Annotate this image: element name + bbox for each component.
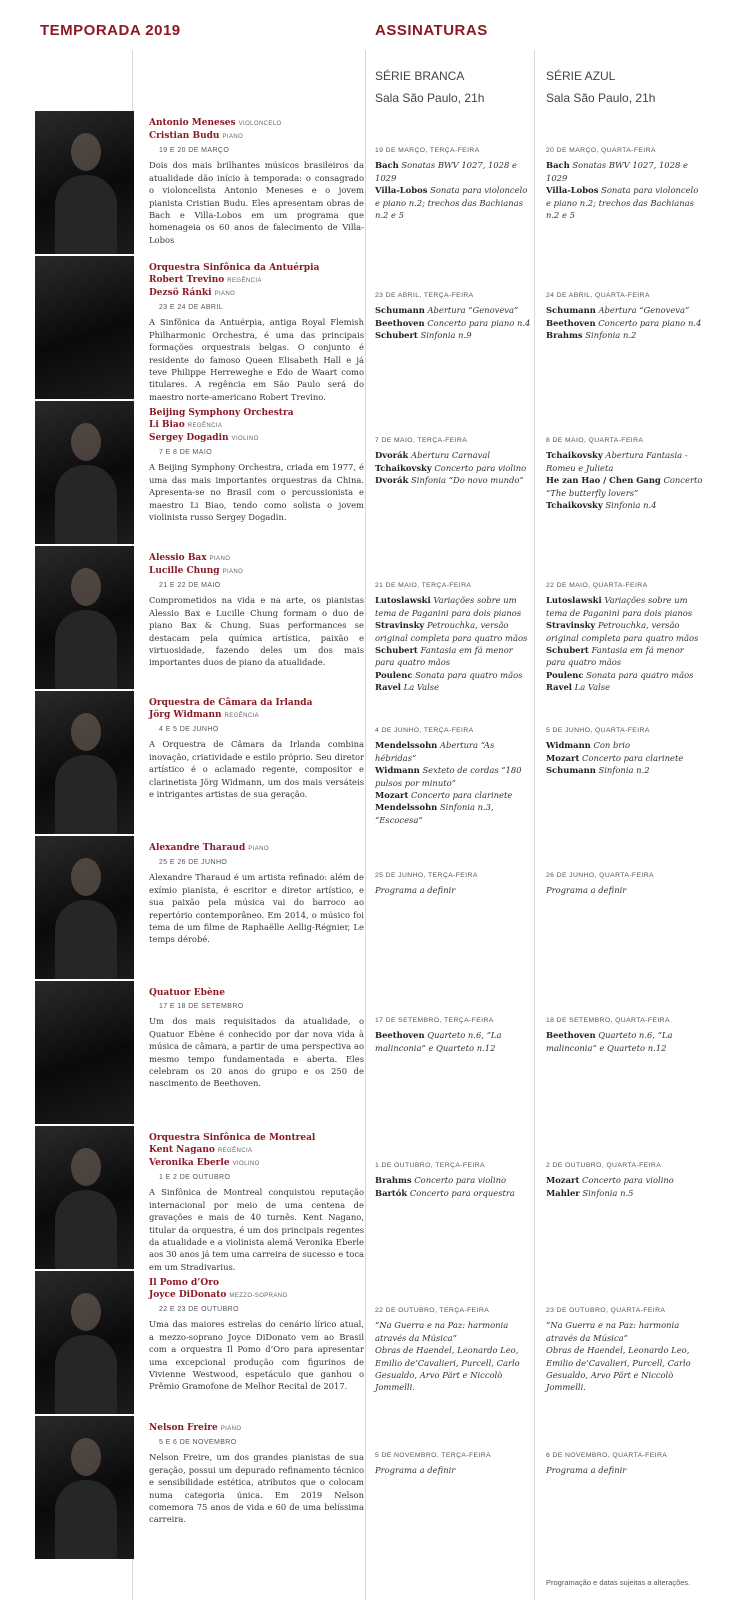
composer-name: Mendelssohn [375, 740, 438, 751]
program-line [375, 304, 533, 316]
work-title: Sonata para quatro mãos [415, 669, 523, 680]
serie-branca-program [375, 145, 533, 221]
serie-branca-program [375, 435, 533, 487]
artist-photo [35, 111, 134, 254]
work-title: Concerto para violino [434, 462, 527, 473]
composer-name: Tchaikovsky [546, 450, 603, 461]
program-line [375, 669, 533, 681]
program-date: 23 DE ABRIL, TERÇA-FEIRA [375, 292, 474, 299]
work-title: Programa a definir [546, 1465, 627, 1476]
artist-role: VIOLONCELO [238, 121, 282, 127]
composer-name: Brahms [546, 330, 583, 341]
work-title: Programa a definir [375, 1465, 456, 1476]
composer-name: Widmann [546, 740, 591, 751]
concert-row [0, 546, 741, 691]
program-date: 21 DE MAIO, TERÇA-FEIRA [375, 582, 472, 589]
serie-azul-program [546, 1305, 704, 1394]
work-title: “Na Guerra e na Paz: harmonia através da Música” [546, 1320, 680, 1343]
program-line [546, 739, 704, 751]
artist-name: Orquestra de Câmara da Irlanda [149, 698, 313, 708]
photo-body-shape [55, 465, 117, 544]
concert-dates: 22 E 23 DE OUTUBRO [159, 1306, 239, 1313]
photo-head-shape [71, 1148, 101, 1186]
photo-head-shape [71, 858, 101, 896]
program-date: 22 DE OUTUBRO, TERÇA-FEIRA [375, 1307, 490, 1314]
composer-name: Beethoven [546, 317, 596, 328]
concert-description [149, 987, 364, 1090]
artist-role: PIANO [222, 569, 244, 575]
artist-photo [35, 401, 134, 544]
concert-text: Um dos mais requisitados da atualidade, o Quatuor Ebène é conhecido por dar nova vida à música de câmara, a partir de uma perspectiva ao mesmo tempo fundamentada e aberta. Eles celebram os 20 anos do grupo e os 250 de nascimento de Beethoven. [149, 1016, 364, 1089]
composer-name: Tchaikovsky [546, 500, 603, 511]
artist-name: Veronika Eberle VIOLINO [149, 1158, 260, 1168]
artist-name: Alexandre Tharaud PIANO [149, 843, 269, 853]
composer-name: He zan Hao / Chen Gang [546, 475, 661, 486]
work-title: Sinfonia n.4 [605, 500, 657, 511]
artist-photo [35, 1416, 134, 1559]
concert-description [149, 1132, 364, 1273]
concert-description [149, 262, 364, 403]
concert-row [0, 1126, 741, 1271]
program-date: 20 DE MARÇO, QUARTA-FEIRA [546, 147, 656, 154]
work-title: Sinfonia n.9 [420, 330, 472, 341]
work-title: Variações sobre um tema de Paganini para dois pianos [546, 595, 693, 618]
artist-photo [35, 691, 134, 834]
serie-azul-program [546, 870, 704, 897]
composer-name: Mozart [546, 1175, 580, 1186]
serie-branca-venue: Sala São Paulo, 21h [375, 91, 485, 105]
artist-role: PIANO [222, 134, 244, 140]
concert-text: Uma das maiores estrelas do cenário lírico atual, a mezzo-soprano Joyce DiDonato vem ao Brasil com a orquestra Il Pomo d’Oro para apresentar uma excepcional produção com figurinos de Vivienne Westwood, espetáculo que ganhou o Prêmio Gramofone de Melhor Recital de 2017. [149, 1319, 364, 1392]
artist-name: Joyce DiDonato MEZZO-SOPRANO [149, 1290, 288, 1300]
composer-name: Poulenc [546, 669, 584, 680]
concert-text: A Sinfônica da Antuérpia, antiga Royal Flemish Philharmonic Orchestra, é uma das principais formações orquestrais belgas. O conjunto é residente do famoso Queen Elisabeth Hall e já teve Philippe Herreweghe e Edo de Waart como titulares. A regência em São Paulo será do maestro norte-americano Robert Trevino. [149, 317, 364, 402]
work-title: Sonatas BWV 1027, 1028 e 1029 [375, 160, 517, 183]
serie-azul-program [546, 1015, 704, 1054]
artist-photo [35, 1126, 134, 1269]
program-line [546, 1464, 704, 1476]
program-line [546, 884, 704, 896]
photo-head-shape [71, 423, 101, 461]
program-line [375, 1344, 533, 1394]
artist-name: Sergey Dogadin VIOLINO [149, 433, 259, 443]
artist-photo [35, 981, 134, 1124]
artist-name: Dezsö Ránki PIANO [149, 288, 236, 298]
work-title: Sonata para violoncelo e piano n.2; trechos das Bachianas n.2 e 5 [546, 185, 699, 221]
program-line [375, 801, 533, 826]
work-title: Obras de Haendel, Leonardo Leo, Emilio de’Cavalieri, Purcell, Carlo Gesualdo, Arvo Pärt e Niccolò Jommelli. [546, 1345, 691, 1393]
program-line [546, 1029, 704, 1054]
program-line [546, 752, 704, 764]
program-date: 25 DE JUNHO, TERÇA-FEIRA [375, 872, 478, 879]
concert-text: A Orquestra de Câmara da Irlanda combina inovação, criatividade e estilo próprio. Seu diretor artístico é o aclamado regente, compositor e clarinetista Jörg Widmann, um dos mais versáteis e intrigantes artistas de sua geração. [149, 739, 364, 800]
work-title: Concerto para violino [414, 1175, 507, 1186]
work-title: Sinfonia n.2 [585, 330, 637, 341]
program-line [546, 764, 704, 776]
program-date: 1 DE OUTUBRO, TERÇA-FEIRA [375, 1162, 485, 1169]
program-line [546, 644, 704, 669]
program-line [375, 1319, 533, 1344]
work-title: La Valse [574, 682, 611, 693]
program-line [546, 1187, 704, 1199]
concert-text: Nelson Freire, um dos grandes pianistas de sua geração, possui um depurado refinamento técnico e sensibilidade estética, atributos que o colocam numa categoria única. Em 2019 Nelson comemora 75 anos de vida e 60 de uma belíssima carreira. [149, 1452, 364, 1525]
photo-body-shape [55, 175, 117, 254]
composer-name: Mendelssohn [375, 802, 438, 813]
concert-description [149, 842, 364, 946]
serie-branca-program [375, 290, 533, 342]
program-date: 22 DE MAIO, QUARTA-FEIRA [546, 582, 648, 589]
concert-description [149, 117, 364, 246]
composer-name: Bach [375, 160, 399, 171]
work-title: Concerto para orquestra [409, 1187, 515, 1198]
work-title: Abertura “Genoveva” [598, 305, 690, 316]
artist-role: PIANO [214, 291, 236, 297]
program-line [375, 184, 533, 221]
serie-azul-venue: Sala São Paulo, 21h [546, 91, 656, 105]
photo-head-shape [71, 1438, 101, 1476]
composer-name: Beethoven [546, 1030, 596, 1041]
work-title: Concerto para clarinete [411, 790, 513, 801]
season-title: TEMPORADA 2019 [40, 22, 181, 39]
artist-role: PIANO [248, 846, 269, 852]
artist-role: VIOLINO [232, 1161, 260, 1167]
work-title: La Valse [403, 682, 440, 693]
serie-branca-program [375, 870, 533, 897]
program-line [375, 1174, 533, 1186]
concert-row [0, 401, 741, 546]
artist-role: PIANO [220, 1426, 242, 1432]
serie-azul-program [546, 1160, 704, 1199]
photo-body-shape [55, 1335, 117, 1414]
work-title: Programa a definir [375, 885, 456, 896]
artist-name: Beijing Symphony Orchestra [149, 408, 294, 418]
work-title: Fantasia em fá menor para quatro mãos [546, 645, 684, 668]
artist-name: Robert Trevino REGÊNCIA [149, 275, 262, 285]
serie-azul-program [546, 1450, 704, 1477]
program-line [375, 739, 533, 764]
work-title: Sinfonia n.3, “Escocesa” [375, 802, 494, 825]
artist-role: VIOLINO [231, 436, 259, 442]
work-title: Fantasia em fá menor para quatro mãos [375, 645, 513, 668]
photo-body-shape [55, 1190, 117, 1269]
work-title: Sonatas BWV 1027, 1028 e 1029 [546, 160, 688, 183]
serie-branca-header [375, 66, 484, 108]
program-line [375, 317, 533, 329]
subscriptions-title: ASSINATURAS [375, 22, 488, 39]
program-line [546, 474, 704, 499]
composer-name: Dvorák [375, 475, 409, 486]
program-line [375, 1187, 533, 1199]
composer-name: Mozart [546, 752, 580, 763]
artist-role: PIANO [209, 556, 231, 562]
program-line [546, 317, 704, 329]
program-line [546, 1174, 704, 1186]
artist-role: REGÊNCIA [217, 1148, 253, 1154]
concert-text: Dois dos mais brilhantes músicos brasileiros da atualidade dão início à temporada: o consagrado o violoncelista Antonio Meneses e o jovem pianista Cristian Budu. Eles apresentam obras de Bach e Villa-Lobos em um programa que homenageia os 60 anos de falecimento de Villa-Lobos [149, 160, 364, 245]
artist-name: Jörg Widmann REGÊNCIA [149, 710, 260, 720]
serie-branca-program [375, 1015, 533, 1054]
photo-head-shape [71, 713, 101, 751]
artist-name: Nelson Freire PIANO [149, 1423, 242, 1433]
program-line [546, 669, 704, 681]
work-title: Concerto para violino [582, 1175, 674, 1186]
composer-name: Tchaikovsky [375, 462, 432, 473]
program-line [375, 329, 533, 341]
artist-photo [35, 256, 134, 399]
composer-name: Lutoslawski [375, 595, 431, 606]
composer-name: Villa-Lobos [375, 185, 428, 196]
work-title: Petrouchka, versão original completa para quatro mãos [546, 620, 699, 643]
artist-name: Kent Nagano REGÊNCIA [149, 1145, 253, 1155]
program-date: 8 DE MAIO, QUARTA-FEIRA [546, 437, 644, 444]
work-title: Quarteto n.6, “La malinconia” e Quarteto n.12 [546, 1030, 673, 1053]
concert-dates: 5 E 6 DE NOVEMBRO [159, 1439, 237, 1446]
program-date: 7 DE MAIO, TERÇA-FEIRA [375, 437, 468, 444]
concert-description [149, 1422, 364, 1526]
composer-name: Dvorák [375, 450, 409, 461]
concert-dates: 19 E 20 DE MARÇO [159, 147, 230, 154]
work-title: Sinfonia n.2 [598, 765, 650, 776]
program-line [546, 1344, 704, 1394]
concert-dates: 23 E 24 DE ABRIL [159, 304, 223, 311]
composer-name: Ravel [375, 682, 401, 693]
serie-azul-program [546, 145, 704, 221]
program-date: 5 DE JUNHO, QUARTA-FEIRA [546, 727, 650, 734]
serie-azul-name: SÉRIE AZUL [546, 69, 616, 83]
serie-branca-program [375, 1450, 533, 1477]
photo-head-shape [71, 1293, 101, 1331]
composer-name: Schumann [546, 305, 596, 316]
program-line [546, 184, 704, 221]
artist-name: Alessio Bax PIANO [149, 553, 231, 563]
program-line [546, 449, 704, 474]
concert-dates: 21 E 22 DE MAIO [159, 582, 221, 589]
concert-row [0, 256, 741, 401]
serie-azul-program [546, 580, 704, 694]
concert-dates: 25 E 26 DE JUNHO [159, 859, 228, 866]
program-line [546, 1319, 704, 1344]
composer-name: Mahler [546, 1187, 580, 1198]
concert-text: A Sinfônica de Montreal conquistou reputação internacional por meio de uma centena de gravações e mais de 40 turnês. Kent Nagano, titular da orquestra, é um dos principais regentes da atualidade e a violinista alemã Veronika Eberle aos 30 anos já tem uma carreira de sucesso e toca em um Stradivarius. [149, 1187, 364, 1272]
program-date: 18 DE SETEMBRO, QUARTA-FEIRA [546, 1017, 670, 1024]
serie-branca-name: SÉRIE BRANCA [375, 69, 465, 83]
composer-name: Bartók [375, 1187, 408, 1198]
artist-name: Li Biao REGÊNCIA [149, 420, 223, 430]
artist-role: REGÊNCIA [224, 713, 260, 719]
concert-list [0, 111, 741, 1561]
program-line [375, 1029, 533, 1054]
work-title: Concerto para piano n.4 [427, 317, 531, 328]
work-title: Concerto para clarinete [582, 752, 684, 763]
artist-name: Il Pomo d’Oro [149, 1278, 219, 1288]
artist-photo [35, 546, 134, 689]
artist-name: Quatuor Ebène [149, 988, 225, 998]
composer-name: Beethoven [375, 317, 425, 328]
program-date: 17 DE SETEMBRO, TERÇA-FEIRA [375, 1017, 494, 1024]
serie-azul-program [546, 435, 704, 511]
concert-description [149, 552, 364, 669]
work-title: Concerto “The butterfly lovers” [546, 475, 703, 498]
work-title: Sinfonia n.5 [582, 1187, 634, 1198]
serie-azul-header [546, 66, 655, 108]
serie-azul-program [546, 290, 704, 342]
concert-description [149, 697, 364, 800]
photo-head-shape [71, 133, 101, 171]
concert-text: Alexandre Tharaud é um artista refinado: além de exímio pianista, é escritor e diretor artístico, e sua paixão pela música vai do barroco ao repertório contemporâneo. Em 2014, o músico foi tema de um filme de Raphaëlle Aellig-Régnier, Le temps dérobé. [149, 872, 364, 945]
program-line [375, 644, 533, 669]
composer-name: Schubert [546, 645, 589, 656]
concert-row [0, 1271, 741, 1416]
artist-role: REGÊNCIA [187, 423, 223, 429]
work-title: Quarteto n.6, “La malinconia” e Quarteto n.12 [375, 1030, 502, 1053]
concert-dates: 4 E 5 DE JUNHO [159, 726, 219, 733]
program-date: 23 DE OUTUBRO, QUARTA-FEIRA [546, 1307, 666, 1314]
concert-dates: 1 E 2 DE OUTUBRO [159, 1174, 231, 1181]
work-title: Abertura “Genoveva” [427, 305, 519, 316]
concert-description [149, 407, 364, 523]
work-title: Sexteto de cordas “180 pulsos por minuto” [375, 765, 522, 788]
composer-name: Schubert [375, 330, 418, 341]
program-line [546, 329, 704, 341]
artist-name: Orquestra Sinfônica da Antuérpia [149, 263, 320, 273]
work-title: Sonata para quatro mãos [586, 669, 694, 680]
program-line [375, 449, 533, 461]
concert-text: Comprometidos na vida e na arte, os pianistas Alessio Bax e Lucille Chung formam o duo de piano Bax & Chung. Suas performances se destacam pela química artística, paixão e virtuosidade, fazendo deles um dos mais importantes duos de piano da atualidade. [149, 595, 364, 668]
composer-name: Ravel [546, 682, 572, 693]
work-title: Variações sobre um tema de Paganini para dois pianos [375, 595, 522, 618]
program-line [375, 884, 533, 896]
program-line [375, 789, 533, 801]
serie-branca-program [375, 580, 533, 694]
photo-body-shape [55, 900, 117, 979]
program-line [375, 764, 533, 789]
composer-name: Mozart [375, 790, 409, 801]
work-title: Abertura Fantasia - Romeu e Julieta [546, 450, 688, 473]
program-date: 2 DE OUTUBRO, QUARTA-FEIRA [546, 1162, 662, 1169]
footer-note: Programação e datas sujeitas a alterações. [546, 1578, 691, 1587]
artist-role: MEZZO-SOPRANO [229, 1293, 288, 1299]
work-title: Petrouchka, versão original completa para quatro mãos [375, 620, 528, 643]
program-line [546, 159, 704, 184]
composer-name: Stravinsky [375, 620, 425, 631]
program-line [546, 499, 704, 511]
artist-photo [35, 836, 134, 979]
serie-branca-program [375, 725, 533, 826]
artist-name: Orquestra Sinfônica de Montreal [149, 1133, 316, 1143]
composer-name: Bach [546, 160, 570, 171]
program-date: 4 DE JUNHO, TERÇA-FEIRA [375, 727, 474, 734]
composer-name: Brahms [375, 1175, 412, 1186]
program-line [546, 304, 704, 316]
artist-role: REGÊNCIA [227, 278, 262, 284]
work-title: Programa a definir [546, 885, 627, 896]
concert-dates: 17 E 18 DE SETEMBRO [159, 1003, 244, 1010]
concert-dates: 7 E 8 DE MAIO [159, 449, 213, 456]
composer-name: Poulenc [375, 669, 413, 680]
program-date: 26 DE JUNHO, QUARTA-FEIRA [546, 872, 654, 879]
composer-name: Villa-Lobos [546, 185, 599, 196]
work-title: Concerto para piano n.4 [598, 317, 702, 328]
serie-branca-program [375, 1160, 533, 1199]
program-line [375, 474, 533, 486]
artist-name: Cristian Budu PIANO [149, 131, 244, 141]
work-title: Abertura Carnaval [411, 450, 491, 461]
concert-row [0, 981, 741, 1126]
concert-row [0, 836, 741, 981]
program-line [546, 594, 704, 619]
program-line [546, 619, 704, 644]
program-line [375, 462, 533, 474]
work-title: Con brio [593, 740, 631, 751]
photo-body-shape [55, 755, 117, 834]
concert-text: A Beijing Symphony Orchestra, criada em 1977, é uma das mais importantes orquestras da China. Apresenta-se no Brasil com o percussionista e maestro Li Biao, tendo como solista o jovem violinista russo Sergey Dogadin. [149, 462, 364, 523]
program-line [375, 159, 533, 184]
work-title: “Na Guerra e na Paz: harmonia através da Música” [375, 1320, 509, 1343]
program-date: 24 DE ABRIL, QUARTA-FEIRA [546, 292, 650, 299]
serie-azul-program [546, 725, 704, 777]
work-title: Obras de Haendel, Leonardo Leo, Emilio de’Cavalieri, Purcell, Carlo Gesualdo, Arvo Pärt e Niccolò Jommelli. [375, 1345, 520, 1393]
program-line [375, 594, 533, 619]
program-date: 6 DE NOVEMBRO, QUARTA-FEIRA [546, 1452, 668, 1459]
artist-photo [35, 1271, 134, 1414]
work-title: Sonata para violoncelo e piano n.2; trechos das Bachianas n.2 e 5 [375, 185, 528, 221]
composer-name: Beethoven [375, 1030, 425, 1041]
composer-name: Lutoslawski [546, 595, 602, 606]
photo-body-shape [55, 1480, 117, 1559]
concert-description [149, 1277, 364, 1393]
composer-name: Stravinsky [546, 620, 596, 631]
composer-name: Widmann [375, 765, 420, 776]
program-line [375, 619, 533, 644]
concert-row [0, 1416, 741, 1561]
artist-name: Antonio Meneses VIOLONCELO [149, 118, 282, 128]
artist-name: Lucille Chung PIANO [149, 566, 244, 576]
composer-name: Schumann [546, 765, 596, 776]
concert-row [0, 111, 741, 256]
composer-name: Schumann [375, 305, 425, 316]
program-date: 19 DE MARÇO, TERÇA-FEIRA [375, 147, 480, 154]
program-line [375, 1464, 533, 1476]
photo-head-shape [71, 568, 101, 606]
program-date: 5 DE NOVEMBRO, TERÇA-FEIRA [375, 1452, 492, 1459]
concert-row [0, 691, 741, 836]
serie-branca-program [375, 1305, 533, 1394]
photo-body-shape [55, 610, 117, 689]
work-title: Sinfonia “Do novo mundo” [411, 475, 524, 486]
work-title: Abertura “As hébridas” [375, 740, 495, 763]
composer-name: Schubert [375, 645, 418, 656]
